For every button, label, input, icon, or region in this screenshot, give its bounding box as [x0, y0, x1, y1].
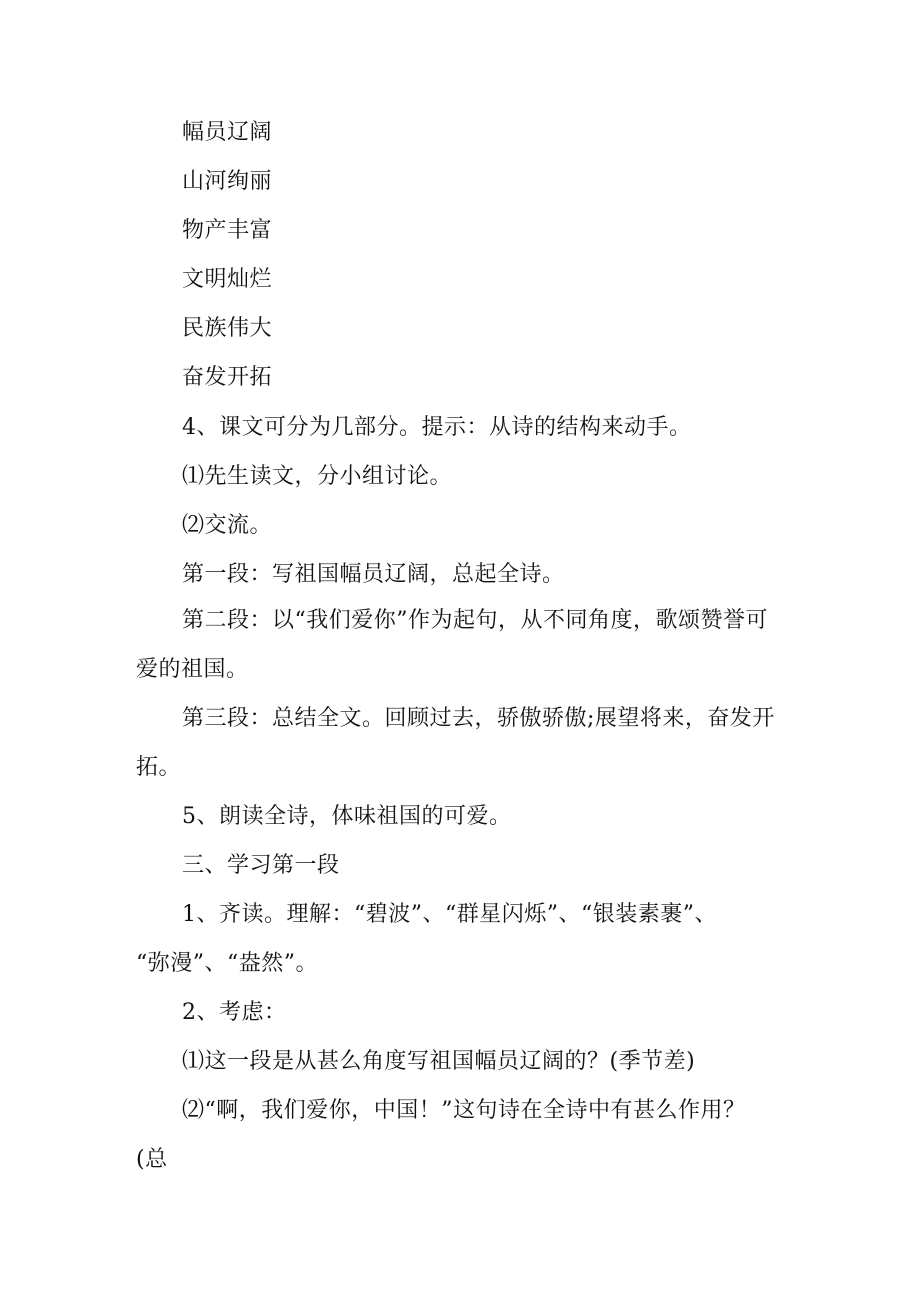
paragraph-step-5: 5、朗读全诗，体味祖国的可爱。: [182, 804, 512, 829]
paragraph-substep-2: ⑵交流。: [182, 513, 273, 538]
paragraph-step-4: 4、课文可分为几部分。提示：从诗的结构来动手。: [182, 415, 692, 440]
paragraph-section-1: 第一段：写祖国幅员辽阔，总起全诗。: [182, 562, 565, 587]
paragraph-question-1: ⑴这一段是从甚么角度写祖国幅员辽阔的？(季节差): [182, 1049, 696, 1074]
paragraph-section-3-cont: 拓。: [136, 755, 182, 780]
paragraph-consider: 2、考虑：: [182, 1000, 287, 1025]
paragraph-substep-1: ⑴先生读文，分小组讨论。: [182, 464, 453, 489]
paragraph-section-2-cont: 爱的祖国。: [136, 657, 249, 682]
paragraph-question-2: ⑵“啊，我们爱你，中国！”这句诗在全诗中有甚么作用？: [182, 1098, 746, 1123]
section-heading-3: 三、学习第一段: [182, 853, 340, 878]
list-item-great-nation: 民族伟大: [182, 316, 273, 341]
paragraph-read-together-cont: “弥漫”、“盎然”。: [136, 951, 318, 976]
list-item-pioneering: 奋发开拓: [182, 365, 273, 390]
list-item-beautiful-landscape: 山河绚丽: [182, 169, 273, 194]
paragraph-read-together: 1、齐读。理解：“碧波”、“群星闪烁”、“银装素裹”、: [182, 902, 717, 927]
paragraph-section-3: 第三段：总结全文。回顾过去，骄傲骄傲;展望将来，奋发开: [182, 706, 775, 731]
list-item-rich-resources: 物产丰富: [182, 218, 273, 243]
list-item-vast-territory: 幅员辽阔: [182, 120, 273, 145]
paragraph-section-2: 第二段：以“我们爱你”作为起句，从不同角度，歌颂赞誉可: [182, 608, 768, 633]
paragraph-question-2-cont: (总: [136, 1147, 168, 1172]
list-item-splendid-civilization: 文明灿烂: [182, 267, 273, 292]
